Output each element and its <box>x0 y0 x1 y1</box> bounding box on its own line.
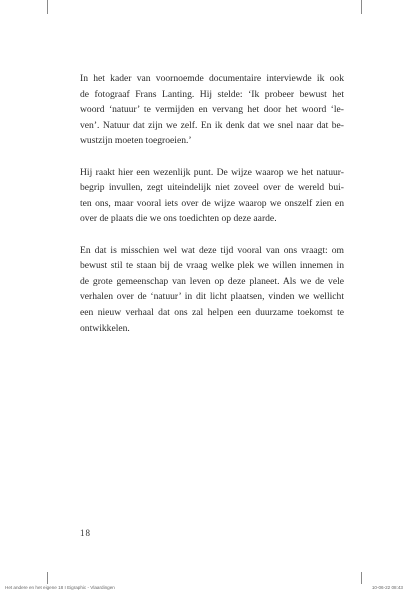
text-line: wustzijn moeten toegroeien.’ <box>80 135 192 147</box>
text-line: bewust stil te staan bij de vraag welke plek we willen innemen in <box>80 260 344 272</box>
crop-mark-top-right <box>361 0 362 14</box>
print-slug-left: Het andere en het eigene 18 I Eigraphic - Vlaardingen <box>5 585 115 590</box>
text-line: In het kader van voornoemde documentaire interviewde ik ook <box>80 73 344 84</box>
text-line: de fotograaf Frans Lanting. Hij stelde: ‘Ik probeer bewust het <box>80 88 344 100</box>
paragraph <box>80 71 344 149</box>
text-line: begrip invullen, zegt uiteindelijk niet zoveel over de wereld bui- <box>80 182 344 194</box>
text-line: woord ‘natuur’ te vermijden en vervang het door het woord ‘le- <box>80 104 344 116</box>
text-line: En dat is misschien wel wat deze tijd vooral van ons vraagt: om <box>80 244 344 256</box>
paragraph <box>80 243 344 337</box>
text-line: een nieuw verhaal dat ons zal helpen een duurzame toekomst te <box>80 306 344 318</box>
text-line: Hij raakt hier een wezenlijk punt. De wijze waarop we het natuur- <box>80 166 344 178</box>
text-line: verhalen over de ‘natuur’ in dit licht plaatsen, vinden we wellicht <box>80 291 344 303</box>
crop-mark-top-left <box>47 0 48 14</box>
text-line: de grote gemeenschap van leven op deze planeet. Als we de vele <box>80 275 344 287</box>
text-line: ontwikkelen. <box>80 322 130 334</box>
paragraph <box>80 165 344 227</box>
crop-mark-bottom-right <box>361 572 362 584</box>
crop-mark-bottom-left <box>47 572 48 584</box>
page-number: 18 <box>80 528 91 538</box>
text-line: over de plaats die we ons toedichten op deze aarde. <box>80 213 277 225</box>
text-line: ten ons, maar vooral iets over de wijze waarop we onszelf zien en <box>80 197 344 209</box>
print-slug-right: 10-06-22 08:43 <box>371 585 403 590</box>
page-body <box>80 71 344 352</box>
text-line: ven’. Natuur dat zijn we zelf. En ik denk dat we snel naar dat be- <box>80 119 344 131</box>
